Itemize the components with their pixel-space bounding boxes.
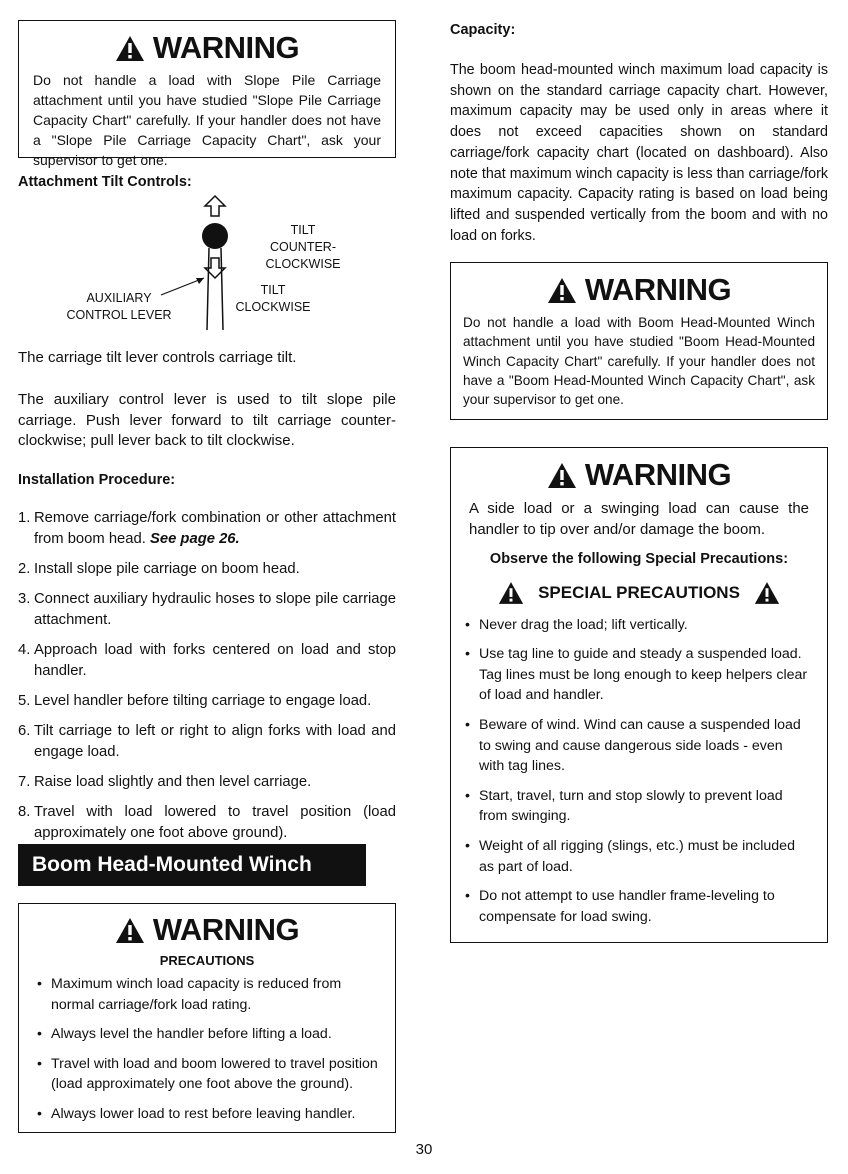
tilt-para-auxiliary: The auxiliary control lever is used to tilt slope pile carriage. Push lever forward to tilt carriage counter-clockwise; pull lever back to tilt clockwise.: [18, 391, 396, 450]
tilt-para-carriage: The carriage tilt lever controls carriage tilt.: [18, 349, 297, 366]
warning-text: Do not handle a load with Boom Head-Mounted Winch attachment until you have studied "Boom Head-Mounted Winch Capacity Chart" carefully. If your handler does not have a "Boom Head-Mounted Winch Capacity Chart", ask your supervisor to get one.: [463, 315, 815, 408]
warning-title: WARNING: [451, 267, 827, 313]
warning-box-side-load: [450, 447, 828, 943]
warning-triangle-icon: [754, 581, 780, 605]
list-item: 3. Connect auxiliary hydraulic hoses to slope pile carriage attachment.: [18, 591, 396, 628]
precautions-subtitle: PRECAUTIONS: [159, 953, 255, 968]
warning-title: WARNING: [19, 25, 395, 71]
label-auxiliary-lever: AUXILIARY CONTROL LEVER: [66, 291, 172, 322]
list-item: 7. Raise load slightly and then level carriage.: [18, 774, 312, 790]
tilt-controls-heading: Attachment Tilt Controls:: [18, 174, 192, 190]
list-item: • Start, travel, turn and stop slowly to prevent load from swinging.: [465, 787, 783, 825]
observe-heading: Observe the following Special Precautions:: [489, 550, 789, 567]
side-load-intro: A side load or a swinging load can cause the handler to tip over and/or damage the boom.: [469, 500, 809, 539]
list-item: • Never drag the load; lift vertically.: [465, 616, 688, 633]
warning-triangle-icon: [115, 917, 145, 944]
precautions-list: [19, 974, 395, 1125]
warning-triangle-icon: [498, 581, 524, 605]
see-page-link[interactable]: See page 26.: [149, 531, 240, 547]
list-item: 8. Travel with load lowered to travel position (load approximately one foot above ground).: [18, 804, 396, 841]
label-tilt-cw: TILT CLOCKWISE: [235, 283, 311, 314]
list-item: • Always lower load to rest before leaving handler.: [37, 1105, 356, 1122]
list-item: • Do not attempt to use handler frame-leveling to compensate for load swing.: [465, 888, 775, 925]
warning-box-precautions: [18, 903, 396, 1133]
list-item: 5. Level handler before tilting carriage to engage load.: [18, 693, 372, 709]
list-item: • Use tag line to guide and steady a suspended load. Tag lines must be long enough to keep helpers clear of load and handler.: [465, 646, 808, 704]
list-item: • Maximum winch load capacity is reduced from normal carriage/fork load rating.: [37, 975, 342, 1013]
list-item: • Beware of wind. Wind can cause a suspended load to swing and cause dangerous side loads - even with tag lines.: [465, 716, 801, 775]
list-item: 2. Install slope pile carriage on boom head.: [18, 561, 300, 577]
list-item: 1. Remove carriage/fork combination or other attachment from boom head. See page 26.: [18, 510, 396, 547]
list-item: • Travel with load and boom lowered to travel position (load approximately one foot above the ground).: [37, 1055, 378, 1093]
list-item: • Weight of all rigging (slings, etc.) must be included as part of load.: [465, 837, 795, 875]
installation-steps: [18, 508, 396, 844]
capacity-heading: Capacity:: [450, 22, 516, 38]
warning-triangle-icon: [547, 277, 577, 304]
page-number: 30: [415, 1141, 433, 1158]
list-item: 4. Approach load with forks centered on load and stop handler.: [18, 642, 396, 679]
warning-box-slope-pile: [18, 20, 396, 168]
warning-title: WARNING: [451, 452, 827, 498]
warning-text: Do not handle a load with Slope Pile Carriage attachment until you have studied "Slope Pile Carriage Capacity Chart" carefully. If your handler does not have a "Slope Pile Carriage Capacity Chart", ask your supervisor to get one.: [33, 72, 381, 168]
warning-box-winch-chart: [450, 262, 828, 420]
list-item: • Always level the handler before lifting a load.: [37, 1026, 332, 1043]
list-item: 6. Tilt carriage to left or right to align forks with load and engage load.: [18, 723, 396, 760]
warning-triangle-icon: [547, 462, 577, 489]
installation-heading: Installation Procedure:: [18, 472, 176, 488]
special-precautions-list: [451, 615, 827, 928]
special-precautions-title: SPECIAL PRECAUTIONS: [451, 581, 827, 605]
tilt-lever-diagram: [18, 192, 396, 332]
warning-title: WARNING: [19, 908, 395, 952]
capacity-text: The boom head-mounted winch maximum load capacity is shown on the standard carriage capacity chart. However, maximum capacity may be used only in areas where it does not exceed capacities shown on standard carriage/fork capacity chart (located on dashboard). Also note that maximum winch capacity is less than carriage/fork maximum capacity. Capacity rating is based on load being lifted and suspended vertically from the boom and with no load on forks.: [450, 62, 828, 244]
section-banner-winch: Boom Head-Mounted Winch: [18, 844, 366, 886]
warning-triangle-icon: [115, 35, 145, 62]
label-tilt-ccw: TILT COUNTER-CLOCKWISE: [265, 223, 341, 271]
